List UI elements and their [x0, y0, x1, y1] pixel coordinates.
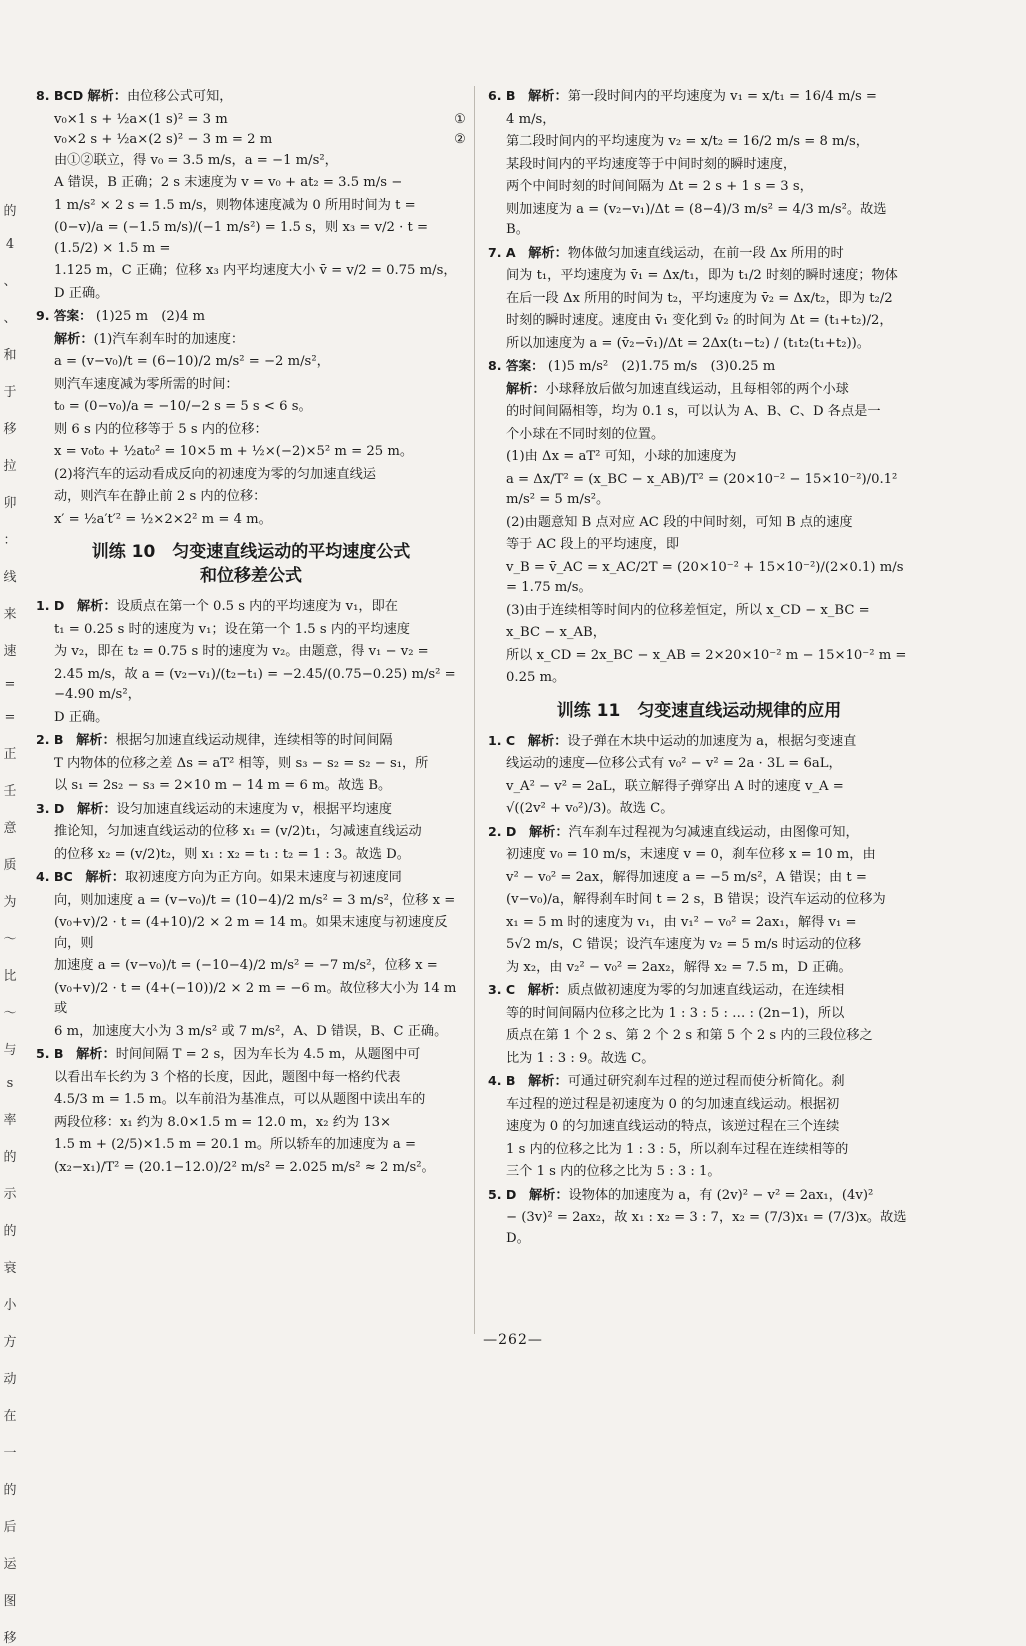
text-line: √((2v² + v₀²)/3)。故选 C。 [506, 801, 674, 816]
bleed-char: s [6, 1076, 14, 1091]
question-item [36, 799, 466, 866]
text-line: 为 x₂，由 v₂² − v₀² = 2ax₂，解得 x₂ = 7.5 m，D 正确。 [506, 959, 852, 975]
item-number: 8. BCD [36, 88, 84, 103]
analysis-text: 由位移公式可知， [127, 89, 233, 104]
text-line: 以看出车长约为 3 个格的长度，因此，题图中每一格约代表 [54, 1069, 401, 1085]
item-number: 3. C [488, 982, 528, 997]
text-line: T 内物体的位移之差 Δs = aT² 相等，则 s₃ − s₂ = s₂ − s₁，所 [54, 755, 429, 771]
text-line: (2)将汽车的运动看成反向的初速度为零的匀加速直线运 [54, 466, 376, 482]
analysis-label: 解析： [527, 733, 568, 749]
text-line: (v₀+v)/2 · t = (4+10)/2 × 2 m = 14 m。如果末速度与初速度反向，则 [54, 915, 448, 951]
bleed-char: 运 [3, 1557, 17, 1572]
text-line: 时刻的瞬时速度。速度由 v̄₁ 变化到 v̄₂ 的时间为 Δt = (t₁+t₂)/2， [506, 313, 893, 328]
text-line: 的位移 x₂ = (v/2)t₂，则 x₁ : x₂ = t₁ : t₂ = 1 : 3。故选 D。 [54, 846, 410, 862]
bleed-char: 移 [3, 1631, 17, 1646]
equation-1: v₀×1 s + ½a×(1 s)² = 3 m ① [54, 111, 466, 127]
text-line: 车过程的逆过程是初速度为 0 的匀加速直线运动。根据初 [506, 1096, 840, 1112]
bleed-char: 比 [3, 969, 17, 984]
text-line: 2.45 m/s，故 a = (v₂−v₁)/(t₂−t₁) = −2.45/(0.75−0.25) m/s² = −4.90 m/s²， [54, 666, 456, 702]
column-divider [474, 86, 475, 1334]
question-item [488, 86, 910, 241]
answer-label: 8. 答案： [488, 358, 544, 373]
text-line: 由①②联立，得 v₀ = 3.5 m/s，a = −1 m/s²， [54, 152, 338, 168]
text-line: 等于 AC 段上的平均速度，即 [506, 537, 680, 552]
bleed-char: 拉 [3, 459, 17, 474]
bleed-char: 在 [3, 1409, 17, 1424]
text-line: 线运动的速度—位移公式有 v₀² − v² = 2a · 3L = 6aL， [506, 756, 842, 771]
bleed-char: 图 [3, 1594, 17, 1609]
bleed-char: 率 [3, 1113, 17, 1128]
text-line: 1 m/s² × 2 s = 1.5 m/s，则物体速度减为 0 所用时间为 t = [54, 197, 416, 213]
section-title-10: 训练 10 匀变速直线运动的平均速度公式 和位移差公式 [91, 542, 411, 586]
text-line: 5. B 解析：时间间隔 T = 2 s，因为车长为 4.5 m，从题图中可 [36, 1046, 421, 1062]
text-line: 两个中间时刻的时间间隔为 Δt = 2 s + 1 s = 3 s， [506, 179, 813, 194]
analysis-label: 解析： [528, 824, 569, 840]
analysis-label: 解析： [527, 983, 568, 998]
left-q9: 9. 答案： (1)25 m (2)4 m 解析：(1)汽车刹车时的加速度： a = (v−v₀)/t = (6−10)/2 m/s² = −2 m/s²， 则汽车速度减为零所需的时间： t₀ = (0−v₀)/a = −10/−2 s = 5 s < 6 s。 则 6 s 内的位移等于 5 s 内的位移： x = v₀t₀ + ½at₀² = 10×5 m + ½×(−2)×5² m = 25 m。 (2)将汽车的运动看成反向的初速度为零的匀加速直线运 动，则汽车在静止前 2 s 内的位移： x′ = ½a′t′² = ½×2×2² m = 4 m。 [36, 306, 466, 530]
analysis-label: 解析： [76, 1047, 116, 1062]
bleed-char: = [4, 677, 16, 692]
bleed-char: 方 [3, 1335, 17, 1350]
text-line: 7. A 解析：物体做匀加速直线运动，在前一段 Δx 所用的时 [488, 244, 844, 261]
question-item [488, 1185, 910, 1250]
question-item [488, 980, 910, 1069]
text-line: 则 6 s 内的位移等于 5 s 内的位移： [54, 421, 268, 437]
text-line: 在后一段 Δx 所用的时间为 t₂，平均速度为 v̄₂ = Δx/t₂，即为 t₂/2 [506, 290, 893, 306]
text-line: 初速度 v₀ = 10 m/s，末速度 v = 0，刹车位移 x = 10 m，由 [506, 847, 876, 862]
text-line: A 错误，B 正确；2 s 末速度为 v = v₀ + at₂ = 3.5 m/s − [54, 175, 403, 190]
question-item [488, 731, 910, 820]
text-line: 1 s 内的位移之比为 1 : 3 : 5，所以刹车过程在连续相等的 [506, 1141, 849, 1157]
text-line: 6 m，加速度大小为 3 m/s² 或 7 m/s²，A、D 错误，B、C 正确。 [54, 1023, 448, 1039]
answer-text: (1)5 m/s² (2)1.75 m/s (3)0.25 m [547, 359, 776, 374]
analysis-label: 解析： [528, 1187, 569, 1203]
bleed-char: 为 [3, 895, 17, 910]
text-line: − (3v)² = 2ax₂，故 x₁ : x₂ = 3 : 7，x₂ = (7/3)x₁ = (7/3)x。故选 D。 [506, 1210, 907, 1246]
text-line: 质点在第 1 个 2 s、第 2 个 2 s 和第 5 个 2 s 内的三段位移之 [506, 1028, 873, 1043]
section-10-items [36, 596, 466, 1178]
text-line: D 正确。 [54, 285, 109, 301]
right-column [488, 86, 910, 1251]
text-line: a = (v−v₀)/t = (6−10)/2 m/s² = −2 m/s²， [54, 354, 330, 369]
text-line: (x₂−x₁)/T² = (20.1−12.0)/2² m/s² = 2.025 m/s² ≈ 2 m/s²。 [54, 1159, 435, 1175]
text-line: (0−v)/a = (−1.5 m/s)/(−1 m/s²) = 1.5 s，则 x₃ = v/2 · t = (1.5/2) × 1.5 m = [54, 220, 428, 256]
analysis-label: 解析： [76, 733, 116, 748]
text-line: 第二段时间内的平均速度为 v₂ = x/t₂ = 16/2 m/s = 8 m/s， [506, 134, 869, 149]
text-line: 两段位移：x₁ 约为 8.0×1.5 m = 12.0 m，x₂ 约为 13× [54, 1114, 392, 1130]
item-number: 7. A [488, 244, 529, 260]
text-line: (1)由 Δx = aT² 可知，小球的加速度为 [506, 449, 737, 464]
bleed-char: 质 [3, 858, 17, 873]
section-11-items [488, 731, 910, 1250]
page-number: —262— [483, 1332, 543, 1348]
bleed-char: 后 [3, 1520, 17, 1535]
text-line: v² − v₀² = 2ax，解得加速度 a = −5 m/s²，A 错误；由 t = [506, 869, 867, 885]
bleed-char: ～ [3, 1006, 17, 1021]
bleed-char: 壬 [3, 784, 17, 799]
text-line: 三个 1 s 内的位移之比为 5 : 3 : 1。 [506, 1164, 721, 1179]
analysis-label: 解析： [85, 870, 125, 885]
text-line: 2. D 解析：汽车刹车过程视为匀减速直线运动，由图像可知， [488, 823, 859, 840]
text-line: 速度为 0 的匀加速直线运动的特点，该逆过程在三个连续 [506, 1119, 840, 1134]
text-line: x = v₀t₀ + ½at₀² = 10×5 m + ½×(−2)×5² m = 25 m。 [54, 444, 414, 459]
text-line: 等的时间间隔内位移之比为 1 : 3 : 5 : … : (2n−1)，所以 [506, 1005, 845, 1021]
analysis-label: 解析： [76, 599, 117, 614]
bleed-char: 、 [3, 311, 17, 326]
text-line: 为 v₂，即在 t₂ = 0.75 s 时的速度为 v₂。由题意，得 v₁ − v₂ = [54, 644, 429, 659]
text-line: t₀ = (0−v₀)/a = −10/−2 s = 5 s < 6 s。 [54, 399, 312, 414]
item-number: 5. B [36, 1046, 77, 1061]
text-line: 1.125 m，C 正确；位移 x₃ 内平均速度大小 v̄ = v/2 = 0.75 m/s， [54, 263, 457, 278]
text-line: v_A² − v² = 2aL，联立解得子弹穿出 A 时的速度 v_A = [506, 778, 844, 794]
text-line: 4 m/s， [506, 111, 556, 127]
text-line: 所以 x_CD = 2x_BC − x_AB = 2×20×10⁻² m − 15×10⁻² m = [506, 647, 907, 663]
bleed-char: 的 [3, 1224, 17, 1239]
text-line: 3. C 解析：质点做初速度为零的匀加速直线运动，在连续相 [488, 982, 845, 998]
item-number: 5. D [488, 1186, 529, 1202]
text-line: 加速度 a = (v−v₀)/t = (−10−4)/2 m/s² = −7 m/s²，位移 x = [54, 958, 438, 973]
question-item [36, 596, 466, 728]
bleed-char: 的 [3, 1150, 17, 1165]
text-line: 5√2 m/s，C 错误；设汽车速度为 v₂ = 5 m/s 时运动的位移 [506, 937, 862, 952]
text-line: 2. B 解析：根据匀加速直线运动规律，连续相等的时间间隔 [36, 732, 393, 748]
text-line: 比为 1 : 3 : 9。故选 C。 [506, 1050, 655, 1066]
item-number: 2. B [36, 732, 77, 747]
text-line: (v−v₀)/a，解得刹车时间 t = 2 s，B 错误；设汽车运动的位移为 [506, 892, 886, 907]
bleed-char: 与 [3, 1043, 17, 1058]
analysis-label: 解析： [506, 381, 546, 397]
bleed-char: 和 [3, 348, 17, 363]
text-line: 5. D 解析：设物体的加速度为 a，有 (2v)² − v² = 2ax₁，(4v)² [488, 1186, 874, 1203]
bleed-char: 卯 [3, 496, 17, 511]
analysis-label: 解析： [54, 331, 94, 347]
bleed-char: 于 [3, 385, 17, 400]
question-item [36, 730, 466, 797]
item-number: 1. C [488, 732, 528, 748]
text-line: 以 s₁ = 2s₂ − s₃ = 2×10 m − 14 m = 6 m。故选 B。 [54, 778, 392, 793]
text-line: (3)由于连续相等时间内的位移差恒定，所以 x_CD − x_BC = [506, 602, 870, 618]
bleed-margin [0, 200, 20, 1646]
bleed-char: = [4, 710, 16, 725]
bleed-char: 速 [3, 644, 17, 659]
item-number: 6. B [488, 88, 529, 103]
text-line: (v₀+v)/2 · t = (4+(−10))/2 × 2 m = −6 m。故位移大小为 14 m 或 [54, 980, 457, 1016]
bleed-char: 一 [3, 1446, 17, 1461]
text-line: 的时间间隔相等，均为 0.1 s，可以认为 A、B、C、D 各点是一 [506, 404, 881, 419]
analysis-label: 解析： [528, 245, 568, 261]
bleed-char: 正 [3, 747, 17, 762]
text-line: (2)由题意知 B 点对应 AC 段的中间时刻，可知 B 点的速度 [506, 514, 853, 530]
item-number: 4. B [488, 1073, 529, 1088]
bleed-char: 小 [3, 1298, 17, 1313]
analysis-label: 解析： [76, 801, 117, 817]
text-line: 解析：小球释放后做匀加速直线运动，且每相邻的两个小球 [506, 381, 849, 397]
bleed-char: ～ [3, 932, 17, 947]
item-number: 2. D [488, 823, 529, 839]
question-item [36, 867, 466, 1042]
bleed-char: 、 [3, 274, 17, 289]
item-number: 4. BC [36, 869, 86, 884]
text-line: D 正确。 [54, 709, 109, 725]
text-line: 则汽车速度减为零所需的时间： [54, 376, 239, 392]
answer-label: 9. 答案： [36, 308, 92, 323]
question-item [488, 1071, 910, 1183]
section-title-11: 训练 11 匀变速直线运动规律的应用 [556, 700, 842, 721]
text-line: 0.25 m。 [506, 670, 566, 685]
text-line: x_BC − x_AB， [506, 625, 606, 640]
text-line: 1. C 解析：设子弹在木块中运动的加速度为 a，根据匀变速直 [488, 732, 857, 749]
text-line: 个小球在不同时刻的位置。 [506, 426, 665, 442]
bleed-char: 动 [3, 1372, 17, 1387]
bleed-char: ： [3, 533, 17, 548]
text-line: 则加速度为 a = (v₂−v₁)/Δt = (8−4)/3 m/s² = 4/3 m/s²。故选 B。 [506, 201, 887, 237]
analysis-label: 解析： [87, 89, 127, 104]
equation-2: v₀×2 s + ½a×(2 s)² − 3 m = 2 m ② [54, 132, 466, 147]
bleed-char: 4 [5, 237, 15, 252]
text-line: v_B = v̄_AC = x_AC/2T = (20×10⁻² + 15×10⁻²)/(2×0.1) m/s = 1.75 m/s。 [506, 559, 904, 595]
text-line: 6. B 解析：第一段时间内的平均速度为 v₁ = x/t₁ = 16/4 m/s = [488, 88, 877, 104]
text-line: 某段时间内的平均速度等于中间时刻的瞬时速度， [506, 156, 797, 172]
text-line: 1. D 解析：设质点在第一个 0.5 s 内的平均速度为 v₁，即在 [36, 598, 398, 614]
text-line: 向，则加速度 a = (v−v₀)/t = (10−4)/2 m/s² = 3 m/s²，位移 x = [54, 892, 456, 908]
text-line: 间为 t₁，平均速度为 v̄₁ = Δx/t₁，即为 t₁/2 时刻的瞬时速度；物体 [506, 268, 898, 283]
bleed-char: 示 [3, 1187, 17, 1202]
analysis-label: 解析： [528, 1074, 568, 1089]
bleed-char: 来 [3, 607, 17, 622]
item-number: 3. D [36, 800, 77, 816]
text-line: 推论知，匀加速直线运动的位移 x₁ = (v/2)t₁，匀减速直线运动 [54, 824, 422, 839]
bleed-char: 移 [3, 422, 17, 437]
text-line: t₁ = 0.25 s 时的速度为 v₁；设在第一个 1.5 s 内的平均速度 [54, 621, 410, 637]
text-line: 所以加速度为 a = (v̄₂−v̄₁)/Δt = 2Δx(t₁−t₂) / (t₁t₂(t₁+t₂))。 [506, 335, 870, 351]
text-line: 动，则汽车在静止前 2 s 内的位移： [54, 489, 267, 504]
analysis-label: 解析： [528, 89, 568, 104]
text-line: x₁ = 5 m 时的速度为 v₁，由 v₁² − v₀² = 2ax₁，解得 v₁ = [506, 914, 857, 930]
question-item [488, 243, 910, 355]
text-line: x′ = ½a′t′² = ½×2×2² m = 4 m。 [54, 511, 272, 527]
question-item [36, 1044, 466, 1178]
bleed-char: 意 [3, 821, 17, 836]
text-line: 4. B 解析：可通过研究刹车过程的逆过程而使分析简化。刹 [488, 1073, 845, 1089]
bleed-char: 的 [3, 204, 17, 219]
right-q8 [488, 356, 910, 689]
left-q8 [36, 86, 466, 304]
text-line: 4. BC 解析：取初速度方向为正方向。如果末速度与初速度同 [36, 869, 402, 885]
item-number: 1. D [36, 598, 77, 613]
bleed-char: 衰 [3, 1261, 17, 1276]
text-line: a = Δx/T² = (x_BC − x_AB)/T² = (20×10⁻² − 15×10⁻²)/0.1² m/s² = 5 m/s²。 [506, 471, 898, 507]
text-line: 4.5/3 m = 1.5 m。以车前沿为基准点，可以从题图中读出车的 [54, 1092, 426, 1107]
bleed-char: 线 [3, 570, 17, 585]
bleed-char: 的 [3, 1483, 17, 1498]
answer-text: (1)25 m (2)4 m [95, 309, 206, 324]
section-10-items-continued [488, 86, 910, 354]
question-item [488, 822, 910, 979]
left-column [36, 86, 466, 1180]
text-line: 3. D 解析：设匀加速直线运动的末速度为 v，根据平均速度 [36, 800, 392, 817]
text-line: 1.5 m + (2/5)×1.5 m = 20.1 m。所以轿车的加速度为 a = [54, 1137, 416, 1152]
